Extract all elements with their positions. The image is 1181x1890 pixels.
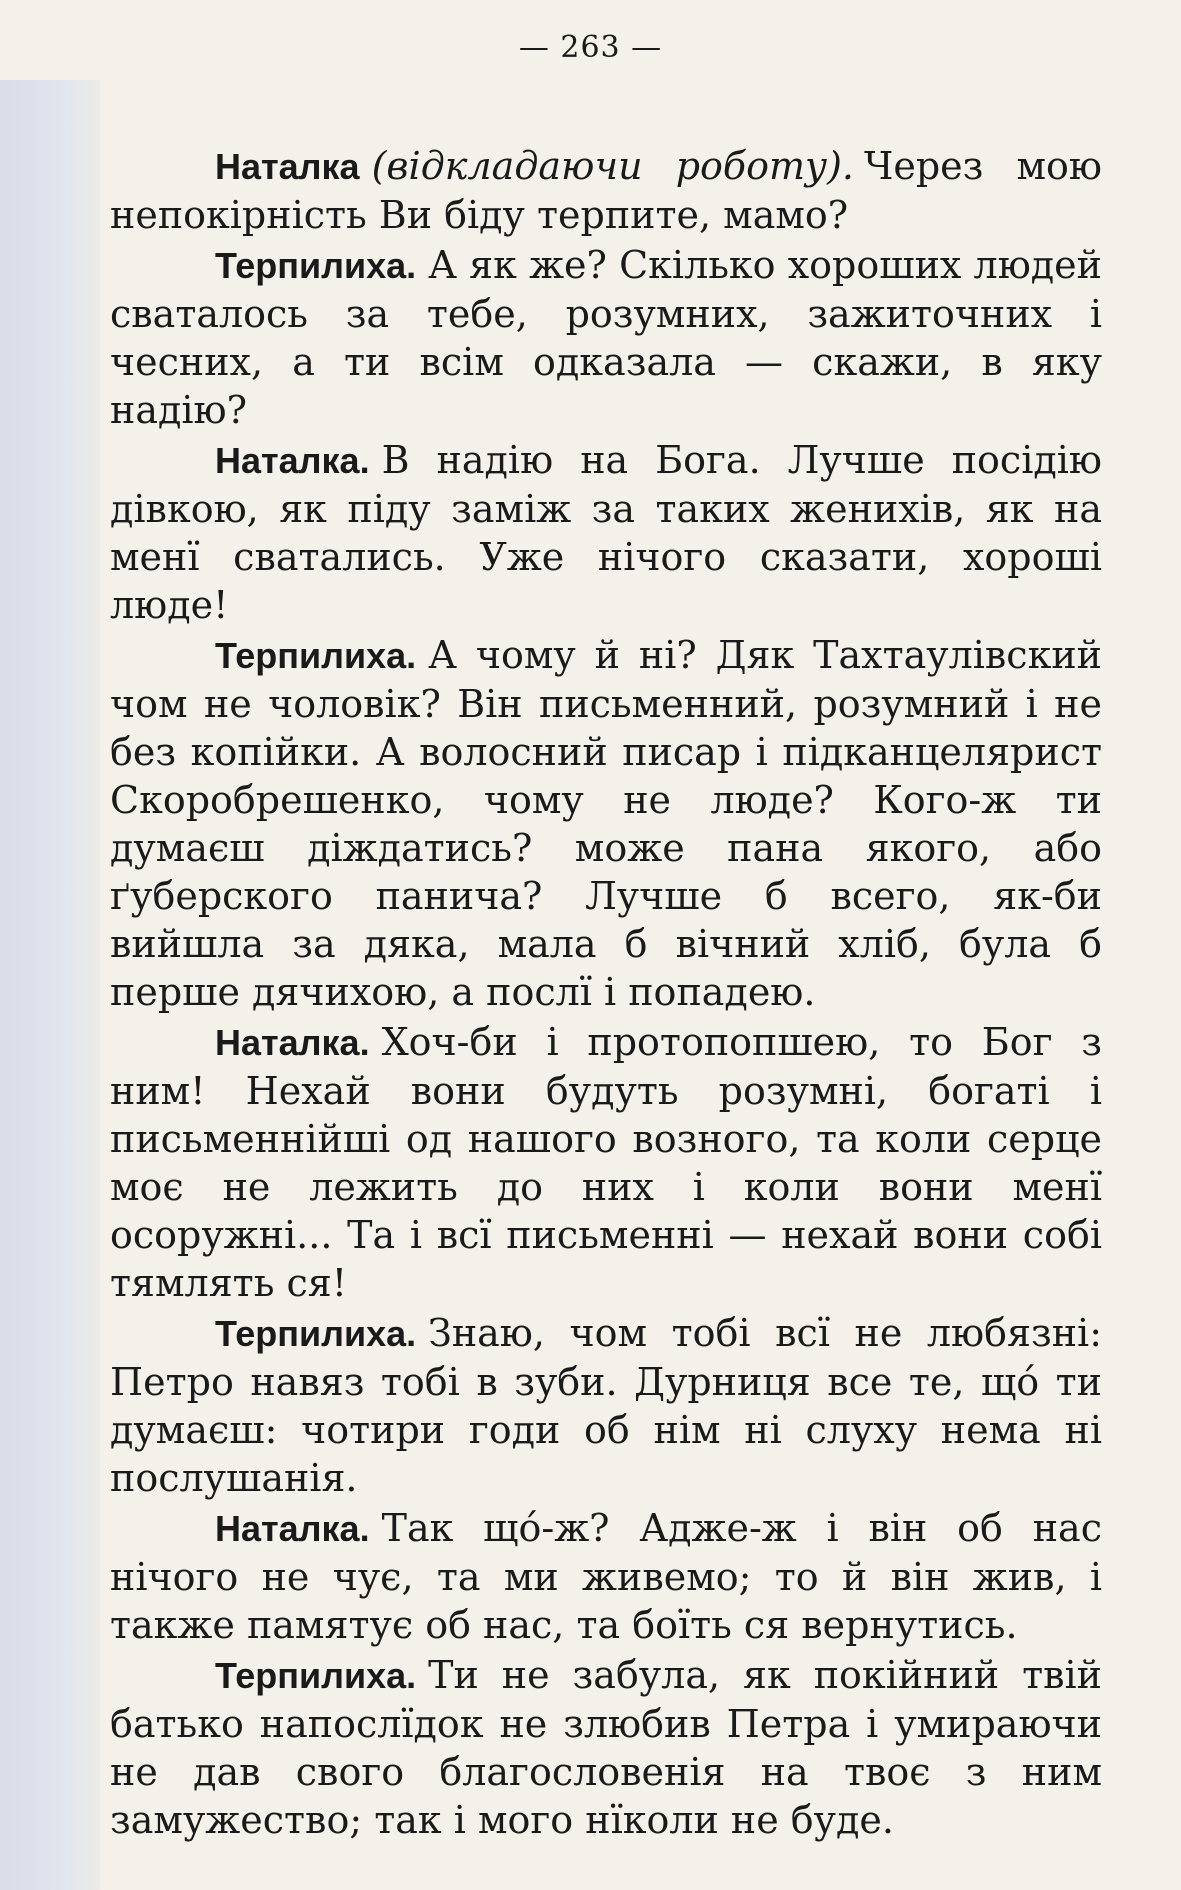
paragraph-text: А як же? Скілько хороших людей сваталось за тебе, розумних, зажиточних і чесних, а ти всім одказала — скажи, в яку надію? xyxy=(110,243,1102,432)
paragraph xyxy=(110,1504,1102,1649)
speaker-name: Терпилиха. xyxy=(215,1313,417,1354)
paragraph-text: Ти не забула, як покійний твій батько напослїдок не злюбив Петра і умираючи не дав свого благословенія на твоє з ним замужество; так і мого нїколи не буде. xyxy=(110,1653,1102,1842)
paragraph xyxy=(110,436,1102,629)
speaker-name: Терпилиха. xyxy=(215,1655,417,1696)
paragraph-text: Хоч-би і протопопшею, то Бог з ним! Нехай вони будуть розумні, богаті і письменнійші од нашого возного, та коли серце моє не лежить до них і коли вони менї осоружні... Та і всї письменні — нехай вони собі тямлять ся! xyxy=(110,1020,1102,1305)
paragraph-text: В надію на Бога. Лучше посідію дівкою, як піду заміж за таких женихів, як на менї сватались. Уже нічого сказати, хороші люде! xyxy=(110,438,1102,627)
page-number: — 263 — xyxy=(518,30,663,65)
speaker-name: Терпилиха. xyxy=(215,635,417,676)
speaker-name: Терпилиха. xyxy=(215,245,417,286)
speaker-name: Наталка. xyxy=(215,1508,370,1549)
paragraph-text: Так щó-ж? Адже-ж і він об нас нічого не чує, та ми живемо; то й він жив, і также памятує об нас, та боїть ся вернутись. xyxy=(110,1506,1102,1647)
speaker-name: Наталка. xyxy=(215,440,370,481)
speaker-name: Наталка xyxy=(215,146,360,187)
paragraph xyxy=(110,142,1102,239)
paragraph xyxy=(110,241,1102,434)
paragraph xyxy=(110,1309,1102,1502)
stage-direction: (відкладаючи роботу). xyxy=(371,144,854,188)
paragraph xyxy=(110,1018,1102,1307)
page-edge xyxy=(0,80,100,1890)
paragraph xyxy=(110,1651,1102,1844)
paragraph-text: А чому й ні? Дяк Тахтаулівский чом не чоловік? Він письменний, розумний і не без копійки. А волосний писар і підканцелярист Скоробрешенко, чому не люде? Кого-ж ти думаєш діждатись? може пана якого, або ґуберского панича? Лучше б всего, як-би вийшла за дяка, мала б вічний хліб, була б перше дячихою, а послї і попадею. xyxy=(110,633,1102,1014)
speaker-name: Наталка. xyxy=(215,1022,370,1063)
paragraph-text: Через мою непокірність Ви біду терпите, мамо? xyxy=(110,144,1102,237)
paragraph-text: Знаю, чом тобі всї не любязні: Петро навяз тобі в зуби. Дурниця все те, щó ти думаєш: чотири годи об нім ні слуху нема ні послушанія. xyxy=(110,1311,1102,1500)
paragraph xyxy=(110,631,1102,1016)
text-block xyxy=(110,142,1102,1846)
